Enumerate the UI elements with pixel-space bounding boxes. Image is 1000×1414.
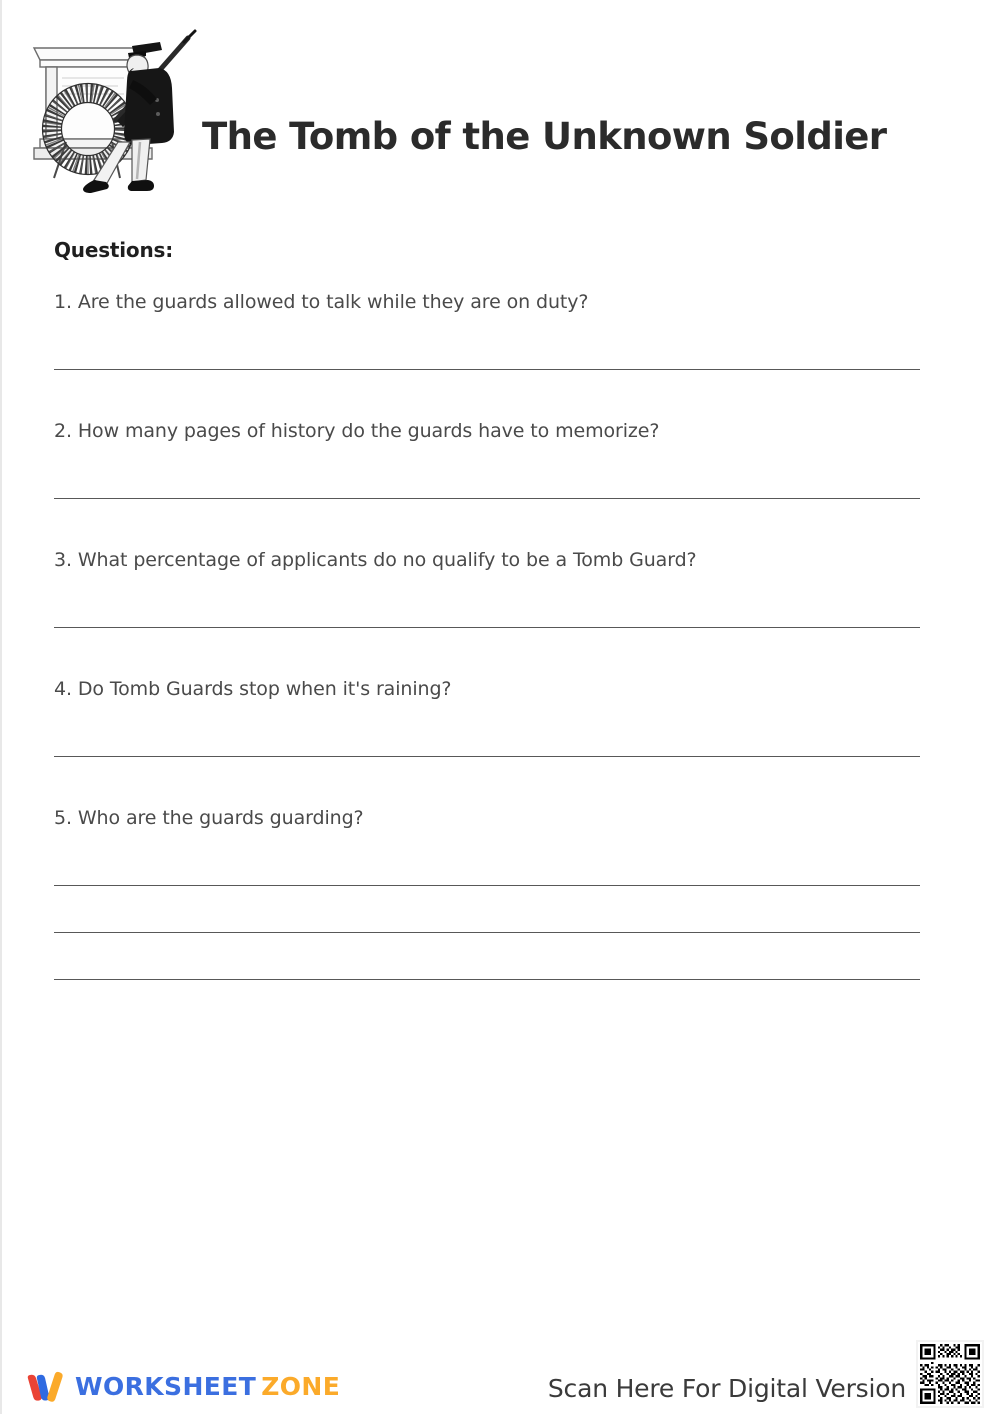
- tomb-with-wreath-and-marching-guard-illustration: [20, 22, 200, 202]
- question-block-2: [2, 419, 1000, 548]
- worksheet-zone-brand[interactable]: [26, 1366, 340, 1406]
- question-text-2: 2. How many pages of history do the guards have to memorize?: [54, 420, 660, 442]
- brand-wordmark: [75, 1371, 341, 1401]
- worksheet-header: [2, 0, 1000, 215]
- answer-line-5-2[interactable]: [54, 932, 920, 933]
- answer-line-2-1[interactable]: [54, 498, 920, 499]
- answer-line-1-1[interactable]: [54, 369, 920, 370]
- question-block-3: [2, 548, 1000, 677]
- page-title: The Tomb of the Unknown Soldier: [202, 115, 887, 158]
- questions-list: [2, 290, 1000, 1006]
- scan-here-text: Scan Here For Digital Version: [547, 1373, 906, 1403]
- question-block-4: [2, 677, 1000, 806]
- brand-worksheet-text: WORKSHEET: [75, 1371, 257, 1401]
- answer-line-3-1[interactable]: [54, 627, 920, 628]
- answer-line-5-3[interactable]: [54, 979, 920, 980]
- questions-heading: Questions:: [54, 238, 174, 262]
- brand-zone-text: ZONE: [261, 1371, 341, 1401]
- question-block-5: [2, 806, 1000, 1006]
- worksheet-zone-logo-mark: [26, 1366, 66, 1406]
- question-text-3: 3. What percentage of applicants do no qualify to be a Tomb Guard?: [54, 549, 697, 571]
- answer-line-5-1[interactable]: [54, 885, 920, 886]
- question-text-5: 5. Who are the guards guarding?: [54, 807, 364, 829]
- scan-digital-version-area[interactable]: [548, 1340, 984, 1408]
- worksheet-footer: [2, 1330, 1000, 1414]
- question-block-1: [2, 290, 1000, 419]
- question-text-1: 1. Are the guards allowed to talk while they are on duty?: [54, 291, 589, 313]
- answer-line-4-1[interactable]: [54, 756, 920, 757]
- qr-code[interactable]: [916, 1340, 984, 1408]
- question-text-4: 4. Do Tomb Guards stop when it's raining?: [54, 678, 452, 700]
